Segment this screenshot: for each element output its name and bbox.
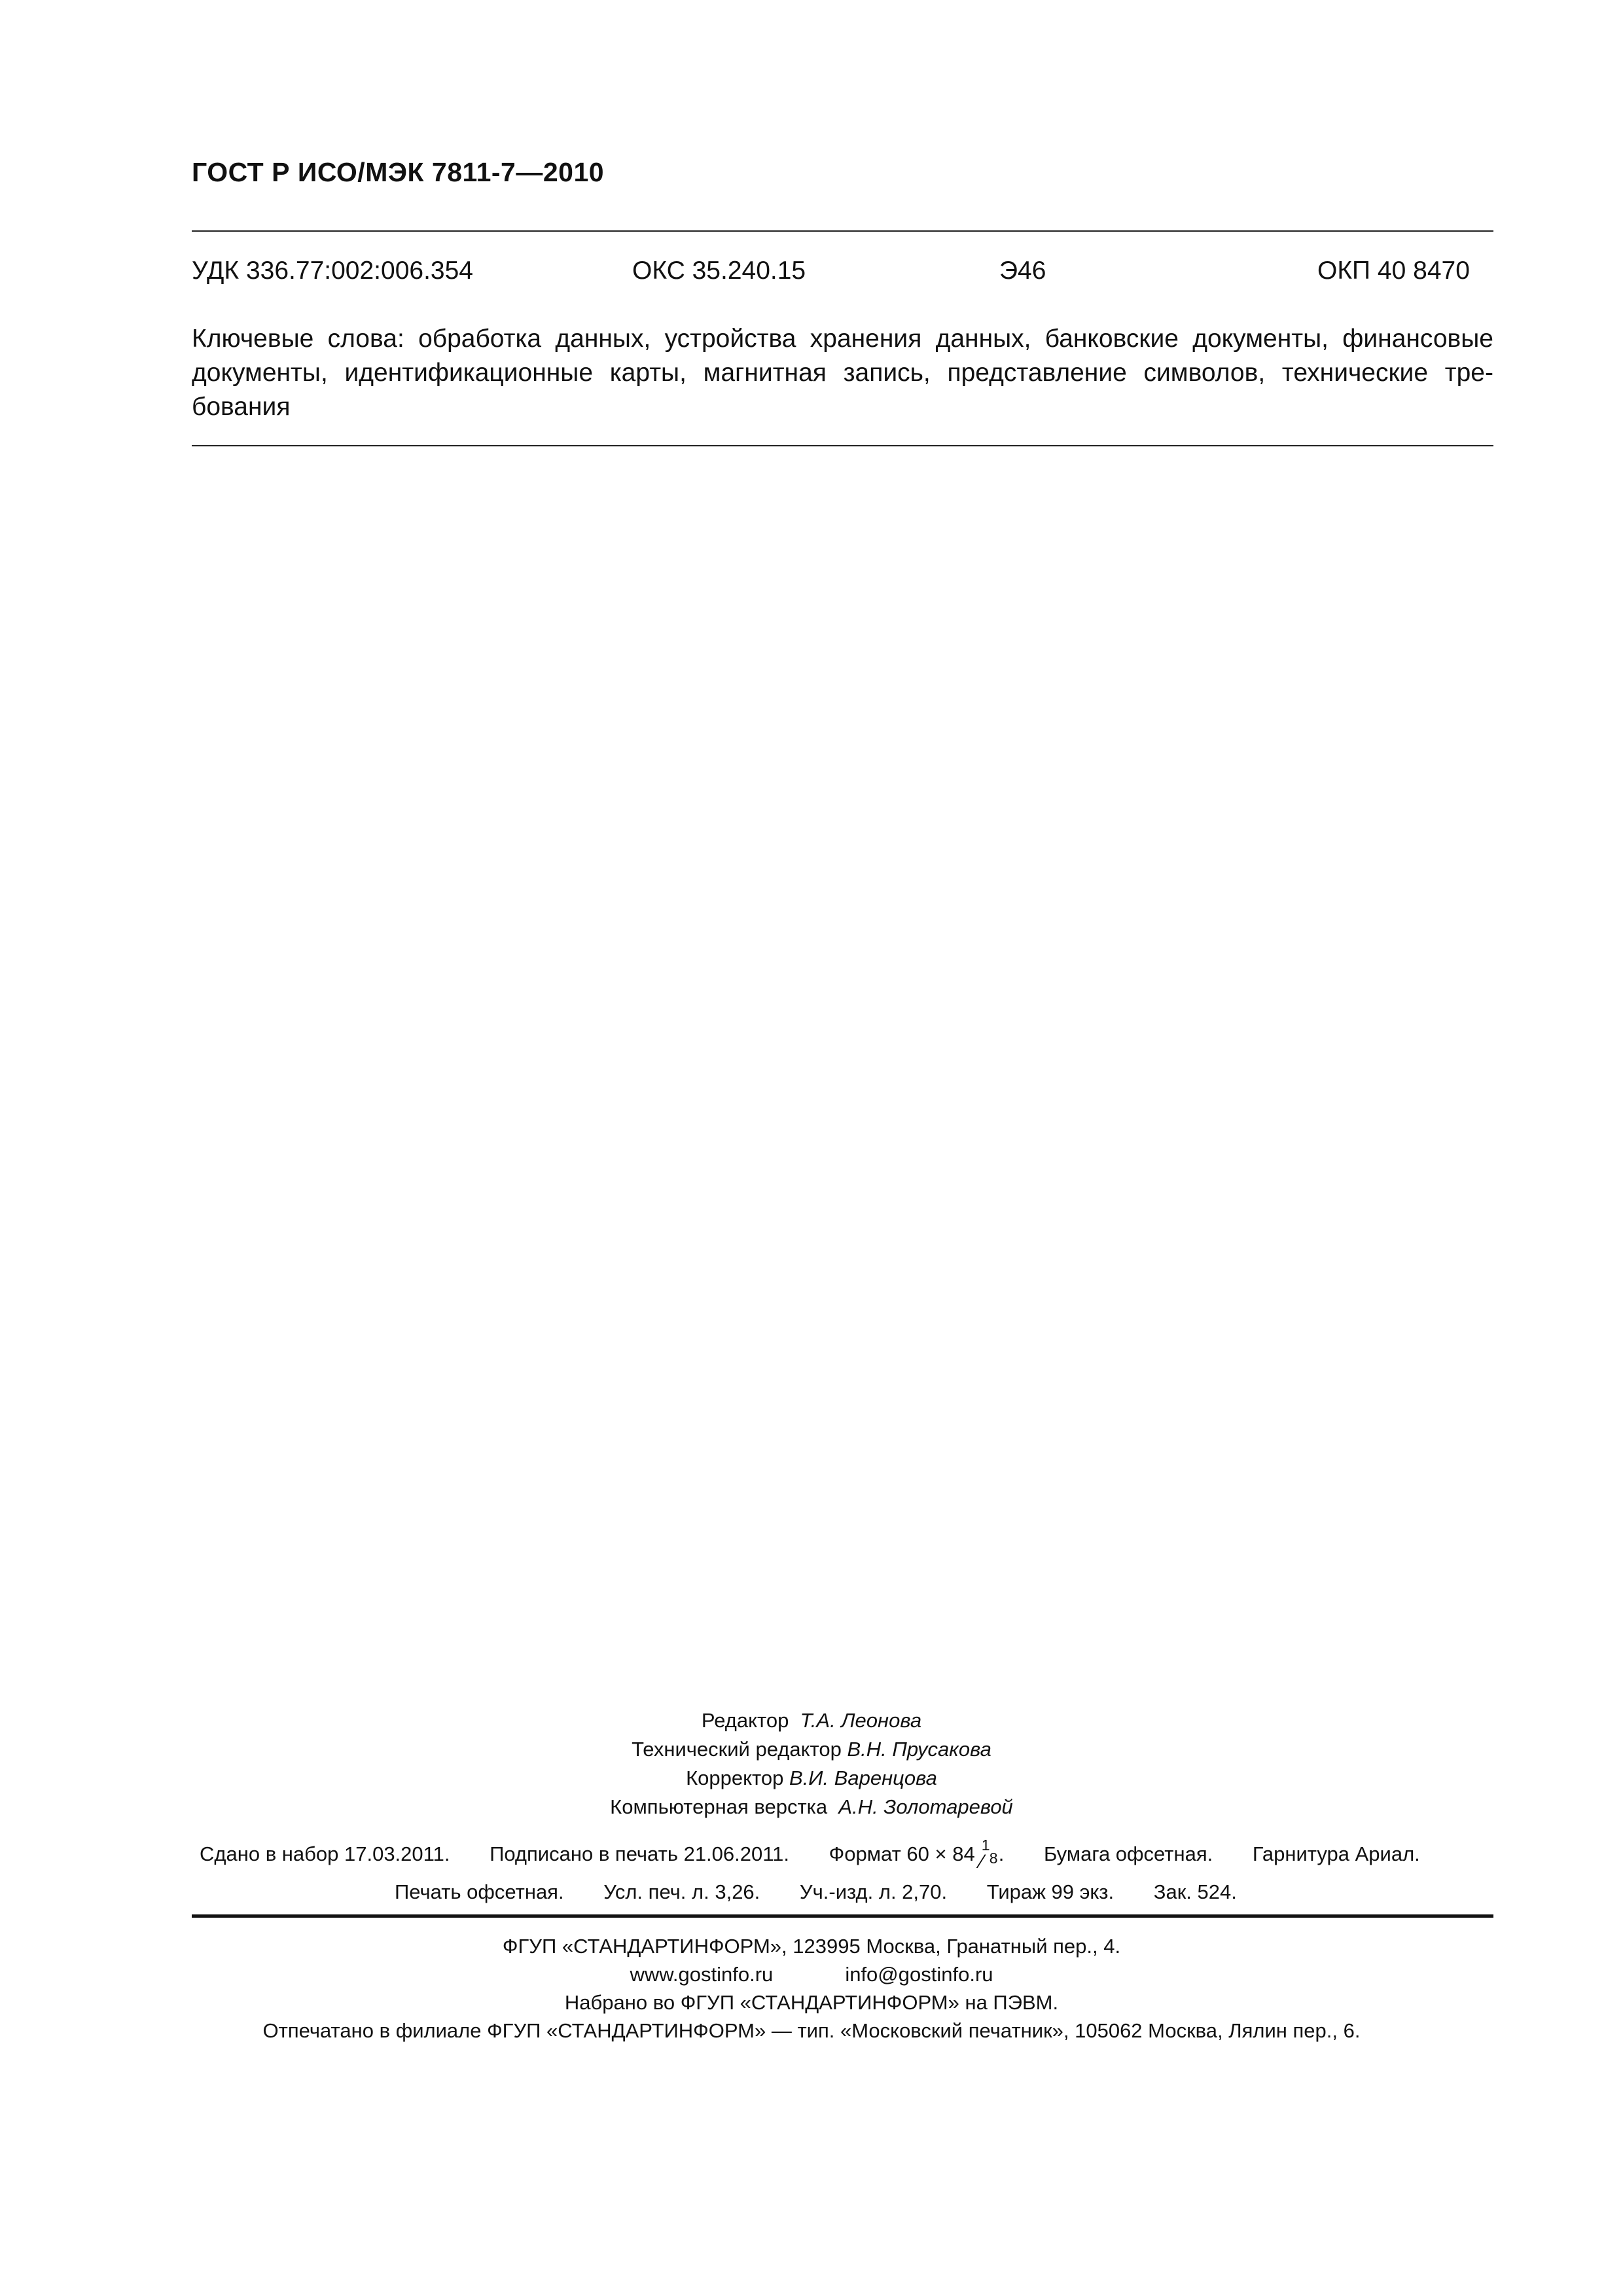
standard-code: ГОСТ Р ИСО/МЭК 7811-7—2010 bbox=[192, 157, 605, 187]
publisher-address: ФГУП «СТАНДАРТИНФОРМ», 123995 Москва, Гранатный пер., 4. bbox=[502, 1935, 1121, 1958]
format-denominator: 8 bbox=[989, 1849, 998, 1867]
website-link[interactable]: www.gostinfo.ru bbox=[630, 1963, 774, 1986]
print-run: Тираж 99 экз. bbox=[986, 1880, 1115, 1903]
print-type: Печать офсетная. bbox=[395, 1880, 564, 1903]
editor-name: Т.А. Леонова bbox=[800, 1709, 922, 1732]
typeface: Гарнитура Ариал. bbox=[1252, 1842, 1420, 1865]
staff-credits bbox=[0, 1706, 1623, 1821]
publication-sheets: Уч.-изд. л. 2,70. bbox=[799, 1880, 948, 1903]
corrector-name: В.И. Варенцова bbox=[789, 1767, 937, 1789]
contact-line bbox=[0, 1960, 1623, 1988]
top-divider bbox=[192, 230, 1493, 232]
submitted-date: Сдано в набор 17.03.2011. bbox=[200, 1842, 450, 1865]
classification-row bbox=[192, 257, 1493, 289]
fraction-bar: ⁄ bbox=[980, 1850, 984, 1873]
udk-code: УДК 336.77:002:006.354 bbox=[192, 257, 473, 285]
format-suffix: . bbox=[998, 1842, 1005, 1865]
publisher-footer bbox=[0, 1932, 1623, 2045]
layout-line bbox=[0, 1793, 1623, 1821]
imprint-line-1 bbox=[200, 1836, 1420, 1873]
keywords-divider bbox=[192, 445, 1493, 446]
layout-name: А.Н. Золотаревой bbox=[838, 1795, 1013, 1818]
email-link[interactable]: info@gostinfo.ru bbox=[845, 1963, 993, 1986]
corrector-label: Корректор bbox=[686, 1767, 784, 1789]
format-fraction bbox=[979, 1836, 999, 1873]
signed-date: Подписано в печать 21.06.2011. bbox=[490, 1842, 790, 1865]
order-number: Зак. 524. bbox=[1153, 1880, 1237, 1903]
paper-format bbox=[829, 1836, 1005, 1873]
format-prefix: Формат 60 × 84 bbox=[829, 1842, 975, 1865]
tech-editor-name: В.Н. Прусакова bbox=[847, 1738, 991, 1761]
okp-code: ОКП 40 8470 bbox=[1317, 257, 1470, 285]
corrector-line bbox=[0, 1764, 1623, 1793]
footer-divider bbox=[192, 1914, 1493, 1918]
typeset-note: Набрано во ФГУП «СТАНДАРТИНФОРМ» на ПЭВМ. bbox=[564, 1991, 1059, 2014]
printed-note: Отпечатано в филиале ФГУП «СТАНДАРТИНФОРМ» — тип. «Московский печатник», 105062 Москва, Лялин пер., 6. bbox=[262, 2019, 1361, 2042]
keywords-paragraph: Ключевые слова: обработка данных, устройства хранения данных, банковские документы, финансовые документы, идентификационные карты, магнитная запись, представление символов, технические тре-бования bbox=[192, 325, 1493, 421]
tech-editor-line bbox=[0, 1735, 1623, 1764]
layout-label: Компьютерная верстка bbox=[610, 1795, 828, 1818]
editor-label: Редактор bbox=[701, 1709, 789, 1732]
imprint-line-2 bbox=[395, 1880, 1237, 1904]
format-numerator: 1 bbox=[981, 1836, 990, 1854]
tech-editor-label: Технический редактор bbox=[632, 1738, 842, 1761]
oks-code: ОКС 35.240.15 bbox=[632, 257, 806, 285]
paper-type: Бумага офсетная. bbox=[1043, 1842, 1213, 1865]
group-code: Э46 bbox=[999, 257, 1046, 285]
editor-line bbox=[0, 1706, 1623, 1735]
print-sheets: Усл. печ. л. 3,26. bbox=[603, 1880, 760, 1903]
